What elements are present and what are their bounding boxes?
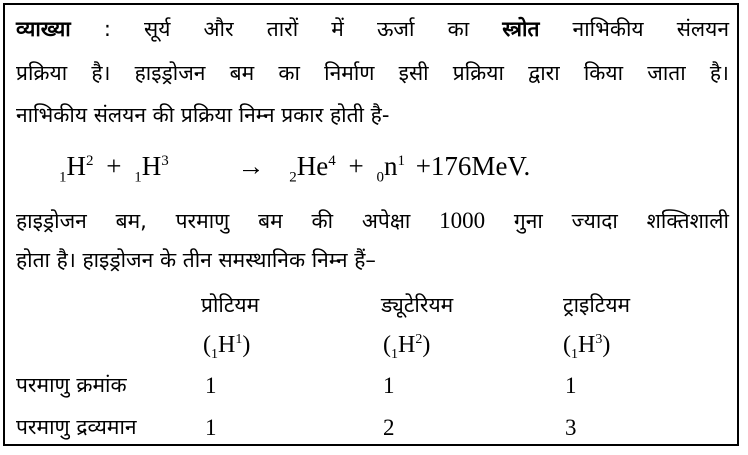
reaction-arrow: → xyxy=(237,151,265,181)
product2-atomic-number: 0 xyxy=(376,169,384,186)
paragraph1-text-b: नाभिकीय संलयन xyxy=(539,17,729,41)
product2-mass-number: 1 xyxy=(397,153,405,169)
tritium-atomic-number: 1 xyxy=(571,346,578,362)
paragraph2-text-a: हाइड्रोजन बम, परमाणु बम की अपेक्षा xyxy=(16,209,440,233)
symbol-deuterium: $(_1H^2)$ xyxy=(383,332,431,362)
atomic-number-protium: 1 xyxy=(205,373,217,398)
paragraph1-line2: प्रक्रिया है। हाइड्रोजन बम का निर्माण इसी प्रक्रिया द्वारा किया जाता है। xyxy=(16,61,729,85)
paragraph1-line3: नाभिकीय संलयन की प्रक्रिया निम्न प्रकार होती है- xyxy=(16,103,390,127)
energy-released: +176MeV. xyxy=(415,151,531,181)
reactant1-atomic-number: 1 xyxy=(59,169,67,186)
tritium-mass-number: 3 xyxy=(595,332,603,347)
deuterium-mass-number: 2 xyxy=(415,332,423,347)
product1-atomic-number: 2 xyxy=(289,169,297,186)
tritium-symbol: H xyxy=(578,332,596,358)
product1-symbol: He xyxy=(296,151,329,181)
atomic-number-tritium: 1 xyxy=(565,373,577,398)
row-label-atomic-number: परमाणु क्रमांक xyxy=(16,373,127,397)
paragraph2-line2: होता है। हाइड्रोजन के तीन समस्थानिक निम्न हैं– xyxy=(16,248,376,272)
reactant2-mass-number: 3 xyxy=(161,153,169,169)
fusion-equation xyxy=(59,153,530,185)
symbol-tritium: $(_1H^3)$ xyxy=(563,332,611,362)
atomic-mass-deuterium: 2 xyxy=(383,415,395,440)
content-frame xyxy=(3,3,739,446)
protium-symbol: H xyxy=(218,332,236,358)
reactant1-mass-number: 2 xyxy=(86,153,94,169)
reactant2-symbol: H xyxy=(141,151,162,181)
row-label-atomic-mass: परमाणु द्रव्यमान xyxy=(16,415,137,439)
atomic-mass-tritium: 3 xyxy=(565,415,577,440)
protium-mass-number: 1 xyxy=(235,332,243,347)
symbol-protium: $(_1H^1)$ xyxy=(203,332,251,362)
atomic-number-deuterium: 1 xyxy=(383,373,395,398)
deuterium-symbol: H xyxy=(398,332,416,358)
column-header-deuterium: ड्यूटेरियम xyxy=(381,293,454,317)
plus-sign-1: + xyxy=(106,151,122,181)
atomic-mass-protium: 1 xyxy=(205,415,217,440)
plus-sign-2: + xyxy=(348,151,364,181)
explanation-label: व्याख्या xyxy=(16,17,71,41)
paragraph2-text-b: गुना ज्यादा शक्तिशाली xyxy=(485,209,729,233)
deuterium-atomic-number: 1 xyxy=(391,346,398,362)
paragraph1-line1 xyxy=(16,19,729,40)
product1-mass-number: 4 xyxy=(328,153,336,169)
column-header-tritium: ट्राइटियम xyxy=(563,293,631,317)
reactant2-atomic-number: 1 xyxy=(134,169,142,186)
source-keyword: स्त्रोत xyxy=(502,17,540,41)
paragraph2-line1 xyxy=(16,209,729,232)
column-header-protium: प्रोटियम xyxy=(201,293,260,317)
times-number: 1000 xyxy=(439,208,486,233)
reactant1-symbol: H xyxy=(66,151,86,181)
product2-symbol: n xyxy=(383,151,398,181)
protium-atomic-number: 1 xyxy=(211,346,218,362)
paragraph1-text-a: : सूर्य और तारों में ऊर्जा का xyxy=(70,17,503,41)
